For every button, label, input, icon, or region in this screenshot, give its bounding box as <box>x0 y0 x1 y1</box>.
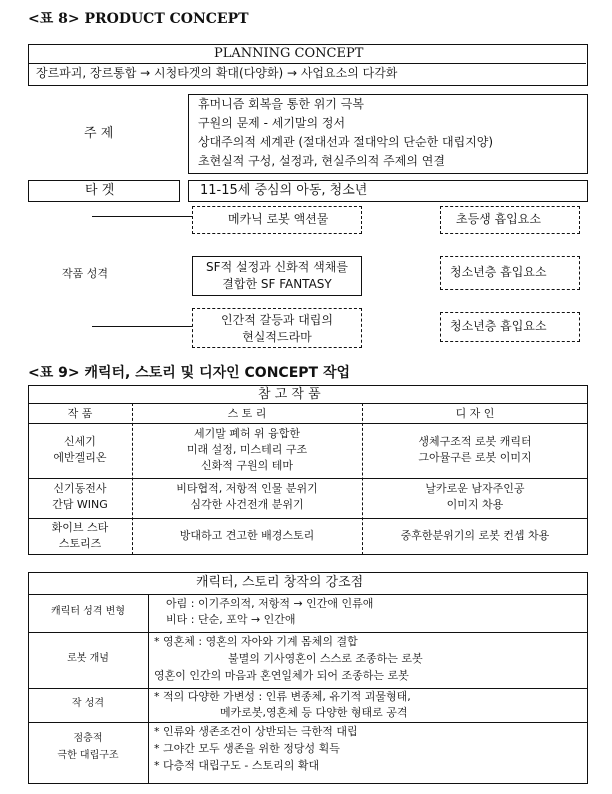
emphasis-label: 로봇 개념 <box>67 653 109 664</box>
theme-line: 휴머니즘 회복을 통한 위기 극복 <box>198 97 364 111</box>
nature-desc: 메카닉 로봇 액션물 <box>228 212 329 226</box>
target-value: 11-15세 중심의 아동, 청소년 <box>200 183 368 198</box>
nature-desc: SF적 설정과 신화적 색채를 <box>206 260 348 274</box>
story-line: 세기말 폐허 위 융합한 <box>193 427 301 440</box>
story-line: 방대하고 견고한 배경스토리 <box>179 529 315 542</box>
header-design: 디 자 인 <box>455 407 495 420</box>
emphasis-line: * 인류와 생존조건이 상반되는 극한적 대립 <box>154 725 358 738</box>
story-line: 비타협적, 저항적 인물 분위기 <box>176 482 318 495</box>
story-line: 미래 설정, 미스테리 구조 <box>186 443 308 456</box>
planning-title: PLANNING CONCEPT <box>214 46 364 61</box>
work-name: 신세기 <box>64 435 96 448</box>
design-line: 중후한분위기의 로봇 컨셉 차용 <box>400 529 550 542</box>
emphasis-line: 영혼이 인간의 마음과 혼연일체가 되어 조종하는 로봇 <box>154 669 409 682</box>
emphasis-line: * 영혼체 : 영혼의 자아와 기계 몸체의 결합 <box>154 635 358 648</box>
emphasis-line: 아림 : 이기주의적, 저항적 → 인간애 인류애 <box>166 597 374 610</box>
theme-line: 상대주의적 세계관 (절대선과 절대악의 단순한 대립지양) <box>198 135 494 149</box>
work-name: 화이브 스타 <box>51 521 109 534</box>
emphasis-label: 극한 대립구조 <box>57 750 119 761</box>
work-name: 에반겔리온 <box>53 451 107 464</box>
theme-line: 초현실적 구성, 설정과, 현실주의적 주제의 연결 <box>198 154 445 168</box>
design-line: 그아뮬구른 로봇 이미지 <box>418 451 532 464</box>
work-name: 간담 WING <box>52 498 108 511</box>
emphasis-line: * 다층적 대립구도 - 스토리의 확대 <box>154 759 320 772</box>
theme-line: 구원의 문제 - 세기말의 정서 <box>198 116 346 130</box>
design-line: 이미지 차용 <box>446 498 504 511</box>
story-line: 신화적 구원의 테마 <box>200 459 293 472</box>
table9-caption: <표 9> 캐릭터, 스토리 및 디자인 CONCEPT 작업 <box>28 365 350 381</box>
story-line: 심각한 사건전개 분위기 <box>190 498 304 511</box>
design-line: 생체구조적 로봇 캐릭터 <box>418 435 532 448</box>
reference-title: 참 고 작 품 <box>258 387 321 402</box>
theme-label: 주 제 <box>84 126 114 141</box>
emphasis-line: 불멸의 기사영혼이 스스로 조종하는 로봇 <box>228 652 423 665</box>
work-name: 스토리즈 <box>58 537 102 550</box>
nature-appeal: 청소년층 흡입요소 <box>450 265 547 279</box>
nature-desc: 인간적 갈등과 대립의 <box>221 313 333 327</box>
emphasis-title: 캐릭터, 스토리 창작의 강조점 <box>196 575 364 590</box>
planning-flow: 장르파괴, 장르통합 → 시청타겟의 확대(다양화) → 사업요소의 다각화 <box>36 66 398 80</box>
target-label: 타 겟 <box>85 183 115 198</box>
emphasis-line: * 그야간 모두 생존을 위한 정당성 획득 <box>154 742 340 755</box>
nature-desc: 현실적드라마 <box>242 330 312 344</box>
emphasis-label: 점층적 <box>73 733 103 744</box>
work-name: 신기동전사 <box>53 482 107 495</box>
nature-label: 작품 성격 <box>62 267 109 280</box>
nature-appeal: 청소년층 흡입요소 <box>450 319 547 333</box>
header-story: 스 토 리 <box>227 407 267 420</box>
emphasis-label: 캐릭터 성격 변형 <box>51 606 125 617</box>
nature-appeal: 초등생 흡입요소 <box>456 212 541 226</box>
header-work: 작 품 <box>67 407 93 420</box>
emphasis-line: 메카로봇,영혼체 등 다양한 형태로 공격 <box>220 706 408 719</box>
emphasis-line: * 적의 다양한 가변성 : 인류 변종체, 유기적 괴물형태, <box>154 690 411 703</box>
nature-desc: 결합한 SF FANTASY <box>222 277 332 291</box>
table8-caption: <표 8> PRODUCT CONCEPT <box>28 11 249 27</box>
design-line: 날카로운 남자주인공 <box>425 482 525 495</box>
emphasis-label: 작 성격 <box>71 698 105 709</box>
emphasis-line: 비타 : 단순, 포악 → 인간애 <box>166 613 296 626</box>
